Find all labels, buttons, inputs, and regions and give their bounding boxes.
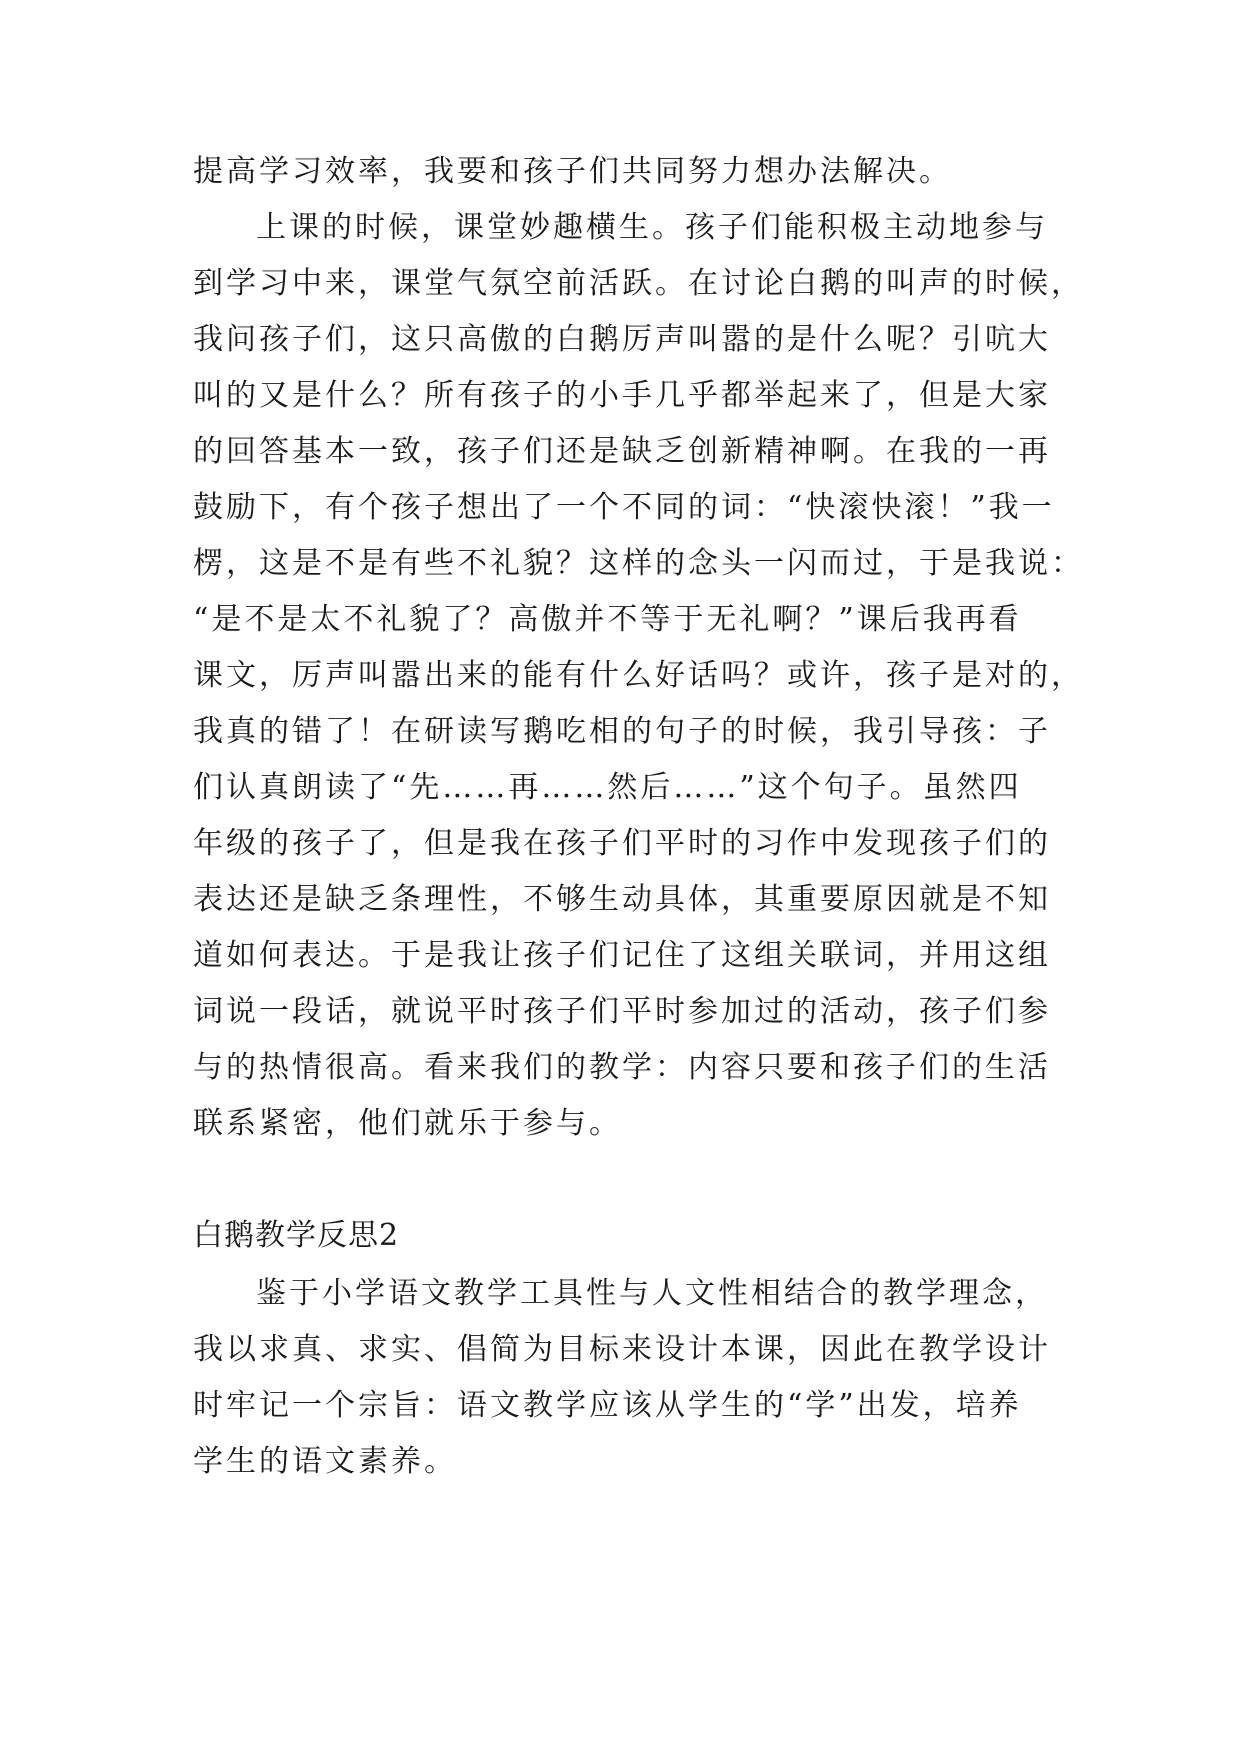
paragraph-line: 鉴于小学语文教学工具性与人文性相结合的教学理念， [256,1276,1048,1311]
paragraph-line: 表达还是缺乏条理性，不够生动具体，其重要原因就是不知 [193,882,1051,917]
paragraph-line: 到学习中来，课堂气氛空前活跃。在讨论白鹅的叫声的时候， [193,266,1084,301]
paragraph-line: 我以求真、求实、倡简为目标来设计本课，因此在教学设计 [193,1332,1051,1367]
paragraph-line: 鼓励下，有个孩子想出了一个不同的词：“快滚快滚！”我一 [193,490,1055,525]
paragraph-line: 叫的又是什么？所有孩子的小手几乎都举起来了，但是大家 [193,378,1051,413]
paragraph-line: 们认真朗读了“先……再……然后……”这个句子。虽然四 [193,770,1022,805]
paragraph-line: 上课的时候，课堂妙趣横生。孩子们能积极主动地参与 [256,210,1048,245]
paragraph-line: 提高学习效率，我要和孩子们共同努力想办法解决。 [193,154,952,189]
paragraph-line: 与的热情很高。看来我们的教学：内容只要和孩子们的生活 [193,1050,1051,1085]
paragraph-line: 课文，厉声叫嚣出来的能有什么好话吗？或许，孩子是对的， [193,658,1084,693]
paragraph-line: 联系紧密，他们就乐于参与。 [193,1106,622,1141]
paragraph-line: 时牢记一个宗旨：语文教学应该从学生的“学”出发，培养 [193,1388,1022,1423]
paragraph-line: “是不是太不礼貌了？高傲并不等于无礼啊？”课后我再看 [193,602,1022,637]
section-heading: 白鹅教学反思2 [193,1218,400,1253]
paragraph-line: 楞，这是不是有些不礼貌？这样的念头一闪而过，于是我说： [193,546,1084,581]
paragraph-line: 我问孩子们，这只高傲的白鹅厉声叫嚣的是什么呢？引吭大 [193,322,1051,357]
paragraph-line: 的回答基本一致，孩子们还是缺乏创新精神啊。在我的一再 [193,434,1051,469]
paragraph-line: 年级的孩子了，但是我在孩子们平时的习作中发现孩子们的 [193,826,1051,861]
paragraph-line: 学生的语文素养。 [193,1444,457,1479]
paragraph-line: 词说一段话，就说平时孩子们平时参加过的活动，孩子们参 [193,994,1051,1029]
paragraph-line: 我真的错了！在研读写鹅吃相的句子的时候，我引导孩：子 [193,714,1051,749]
paragraph-line: 道如何表达。于是我让孩子们记住了这组关联词，并用这组 [193,938,1051,973]
